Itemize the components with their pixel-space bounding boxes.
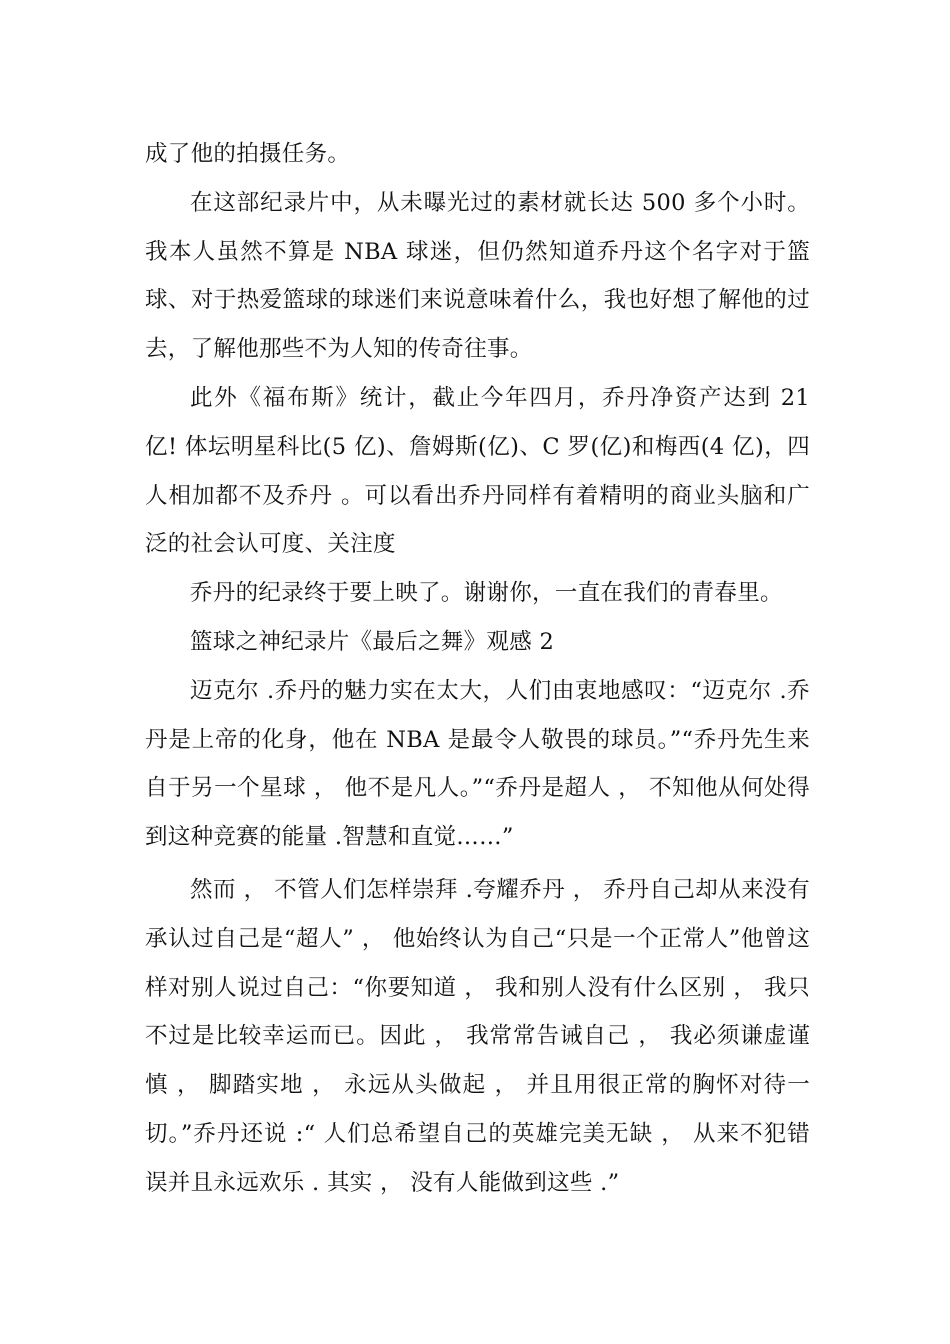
paragraph-continuation: 成了他的拍摄任务。: [145, 141, 351, 167]
paragraph-jordan-humility: 然而 ， 不管人们怎样崇拜 .夸耀乔丹 ， 乔丹自己却从来没有承认过自己是“超人” ， 他始终认为自己“只是一个正常人”他曾这样对别人说过自己：“你要知道 ， 我和别人没有什么区别 ， 我只不过是比较幸运而已。因此 ， 我常常告诫自己 ， 我必须谦虚谨慎 ， 脚踏实地 ， 永远从头做起 ， 并且用很正常的胸怀对待一切。”乔丹还说 :“ 人们总希望自己的英雄完美无缺 ， 从来不犯错误并且永远欢乐 . 其实 ， 没有人能做到这些 .”: [145, 876, 810, 1196]
paragraph-documentary-footage: 在这部纪录片中，从未曝光过的素材就长达 500 多个小时。我本人虽然不算是 NBA 球迷，但仍然知道乔丹这个名字对于篮球、对于热爱篮球的球迷们来说意味着什么，我也好想了解他的过去，了解他那些不为人知的传奇往事。: [145, 189, 810, 363]
paragraph-thanks: 乔丹的纪录终于要上映了。谢谢你，一直在我们的青春里。: [190, 580, 783, 607]
section-heading: 篮球之神纪录片《最后之舞》观感 2: [190, 628, 555, 655]
paragraph-jordan-charm: 迈克尔 .乔丹的魅力实在太大，人们由衷地感叹：“迈克尔 .乔丹是上帝的化身，他在 NBA 是最令人敬畏的球员。”“乔丹先生来自于另一个星球 ， 他不是凡人。”“乔丹是超人 ， 不知他从何处得到这种竞赛的能量 .智慧和直觉……”: [145, 677, 810, 851]
paragraph-forbes-wealth: 此外《福布斯》统计，截止今年四月，乔丹净资产达到 21 亿! 体坛明星科比(5 亿)、詹姆斯(亿)、C 罗(亿)和梅西(4 亿)，四人相加都不及乔丹 。可以看出乔丹同样有着精明的商业头脑和广泛的社会认可度、关注度: [145, 384, 810, 558]
document-body: [145, 130, 810, 1208]
